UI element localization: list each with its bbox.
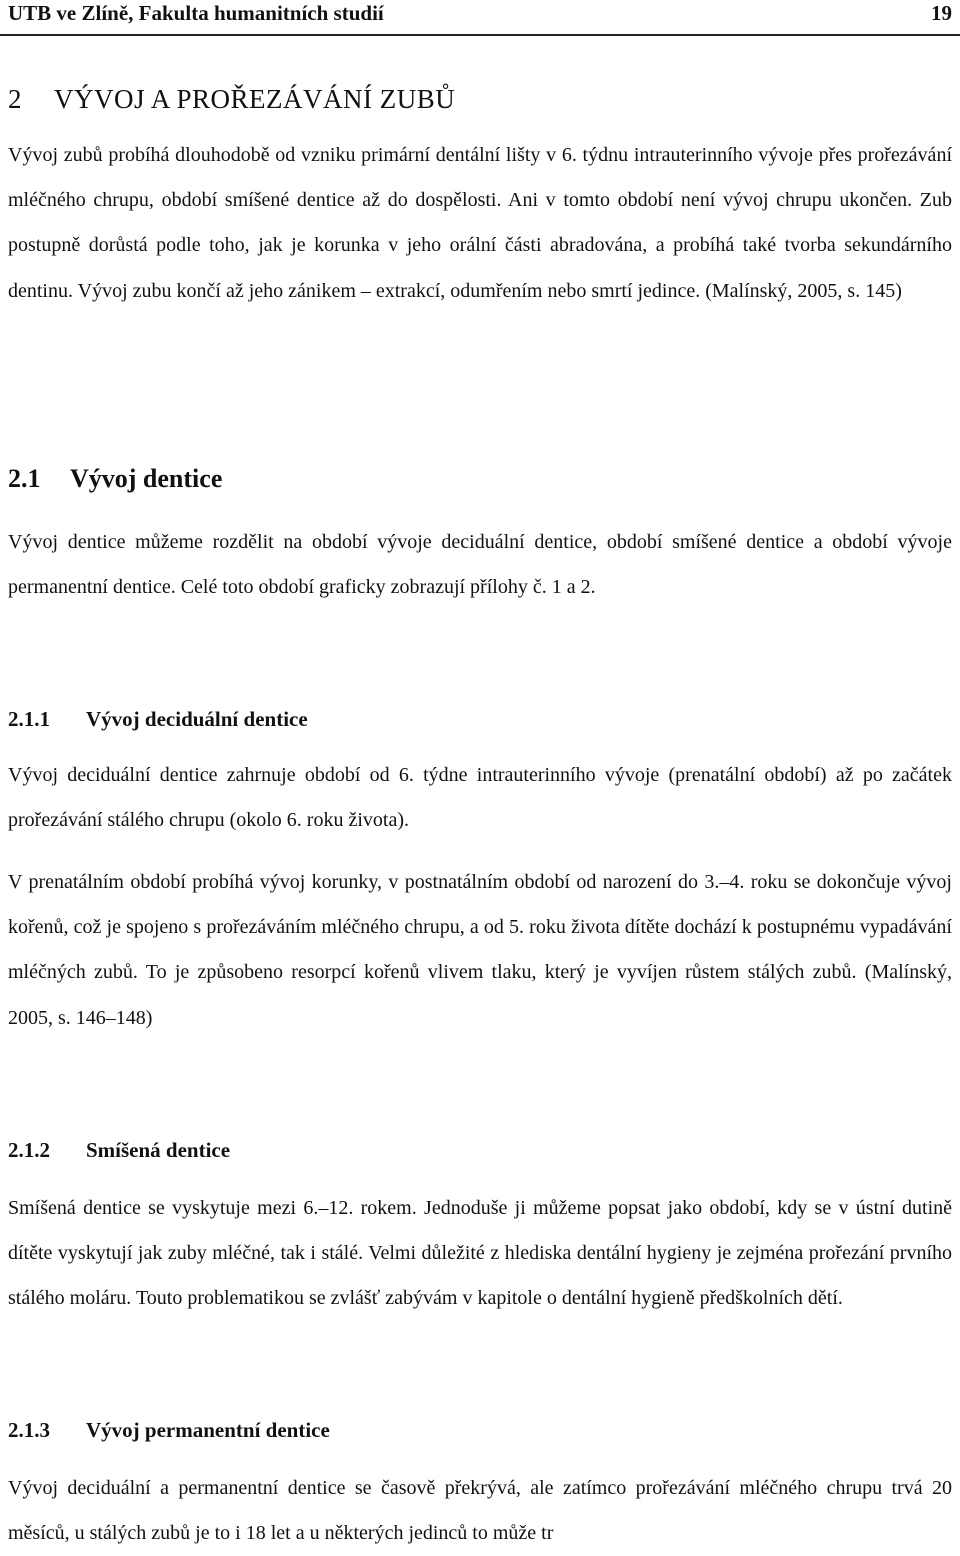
intro-paragraph: Vývoj zubů probíhá dlouhodobě od vzniku primární dentální lišty v 6. týdnu intrauterinního vývoje přes prořezávání mléčného chrupu, období smíšené dentice až do dospělosti. Ani v tomto období není vývoj chrupu ukončen. Zub postupně dorůstá podle toho, jak je korunka v jeho orální části abradována, a probíhá také tvorba sekundárního dentinu. Vývoj zubu končí až jeho zánikem – extrakcí, odumřením nebo smrtí jedince. (Malínský, 2005, s. 145) (8, 144, 952, 302)
section-title: Vývoj permanentní dentice (86, 1418, 330, 1442)
section-2-1-2-paragraph: Smíšená dentice se vyskytuje mezi 6.–12. rokem. Jednoduše ji můžeme popsat jako období, kdy se v ústní dutině dítěte vyskytují jak zuby mléčné, tak i stálé. Velmi důležité z hlediska dentální hygieny je zejména prořezání prvního stálého moláru. Touto problematikou se zvlášť zabývám v kapitole o dentální hygieně předškolních dětí. (8, 1197, 952, 1310)
section-2-1-1-paragraph-2: V prenatálním období probíhá vývoj korunky, v postnatálním období od narození do 3.–4. roku se dokončuje vývoj kořenů, což je spojeno s prořezáváním mléčného chrupu, a od 5. roku života dítěte dochází k postupnému vypadávání mléčných zubů. To je způsobeno resorpcí kořenů vlivem tlaku, který je vyvíjen růstem stálých zubů. (Malínský, 2005, s. 146–148) (8, 871, 952, 1029)
section-number: 2.1.3 (8, 1418, 50, 1442)
section-heading-2-1-2 (8, 1135, 230, 1165)
section-heading-2-1-1 (8, 704, 308, 734)
section-heading-2-1 (8, 462, 222, 496)
section-heading-2-1-3 (8, 1415, 330, 1445)
section-2-1-paragraph: Vývoj dentice můžeme rozdělit na období vývoje deciduální dentice, období smíšené dentice a období vývoje permanentní dentice. Celé toto období graficky zobrazují přílohy č. 1 a 2. (8, 531, 952, 599)
page-number: 19 (931, 1, 952, 25)
section-title: Vývoj deciduální dentice (86, 707, 308, 731)
chapter-number: 2 (8, 84, 22, 114)
header-title: UTB ve Zlíně, Fakulta humanitních studií (8, 1, 384, 25)
section-2-1-1-paragraph-1: Vývoj deciduální dentice zahrnuje období od 6. týdne intrauterinního vývoje (prenatální období) až po začátek prořezávání stálého chrupu (okolo 6. roku života). (8, 764, 952, 832)
chapter-title: VÝVOJ A PROŘEZÁVÁNÍ ZUBŮ (54, 84, 456, 114)
running-header (8, 0, 952, 30)
section-2-1-3-paragraph: Vývoj deciduální a permanentní dentice se časově překrývá, ale zatímco prořezávání mléčného chrupu trvá 20 měsíců, u stálých zubů je to i 18 let a u některých jedinců to může tr (8, 1477, 952, 1545)
chapter-heading (8, 82, 455, 116)
section-number: 2.1 (8, 464, 41, 493)
section-number: 2.1.2 (8, 1138, 50, 1162)
section-title: Smíšená dentice (86, 1138, 231, 1162)
header-rule (0, 34, 960, 36)
section-number: 2.1.1 (8, 707, 50, 731)
section-title: Vývoj dentice (70, 464, 223, 493)
